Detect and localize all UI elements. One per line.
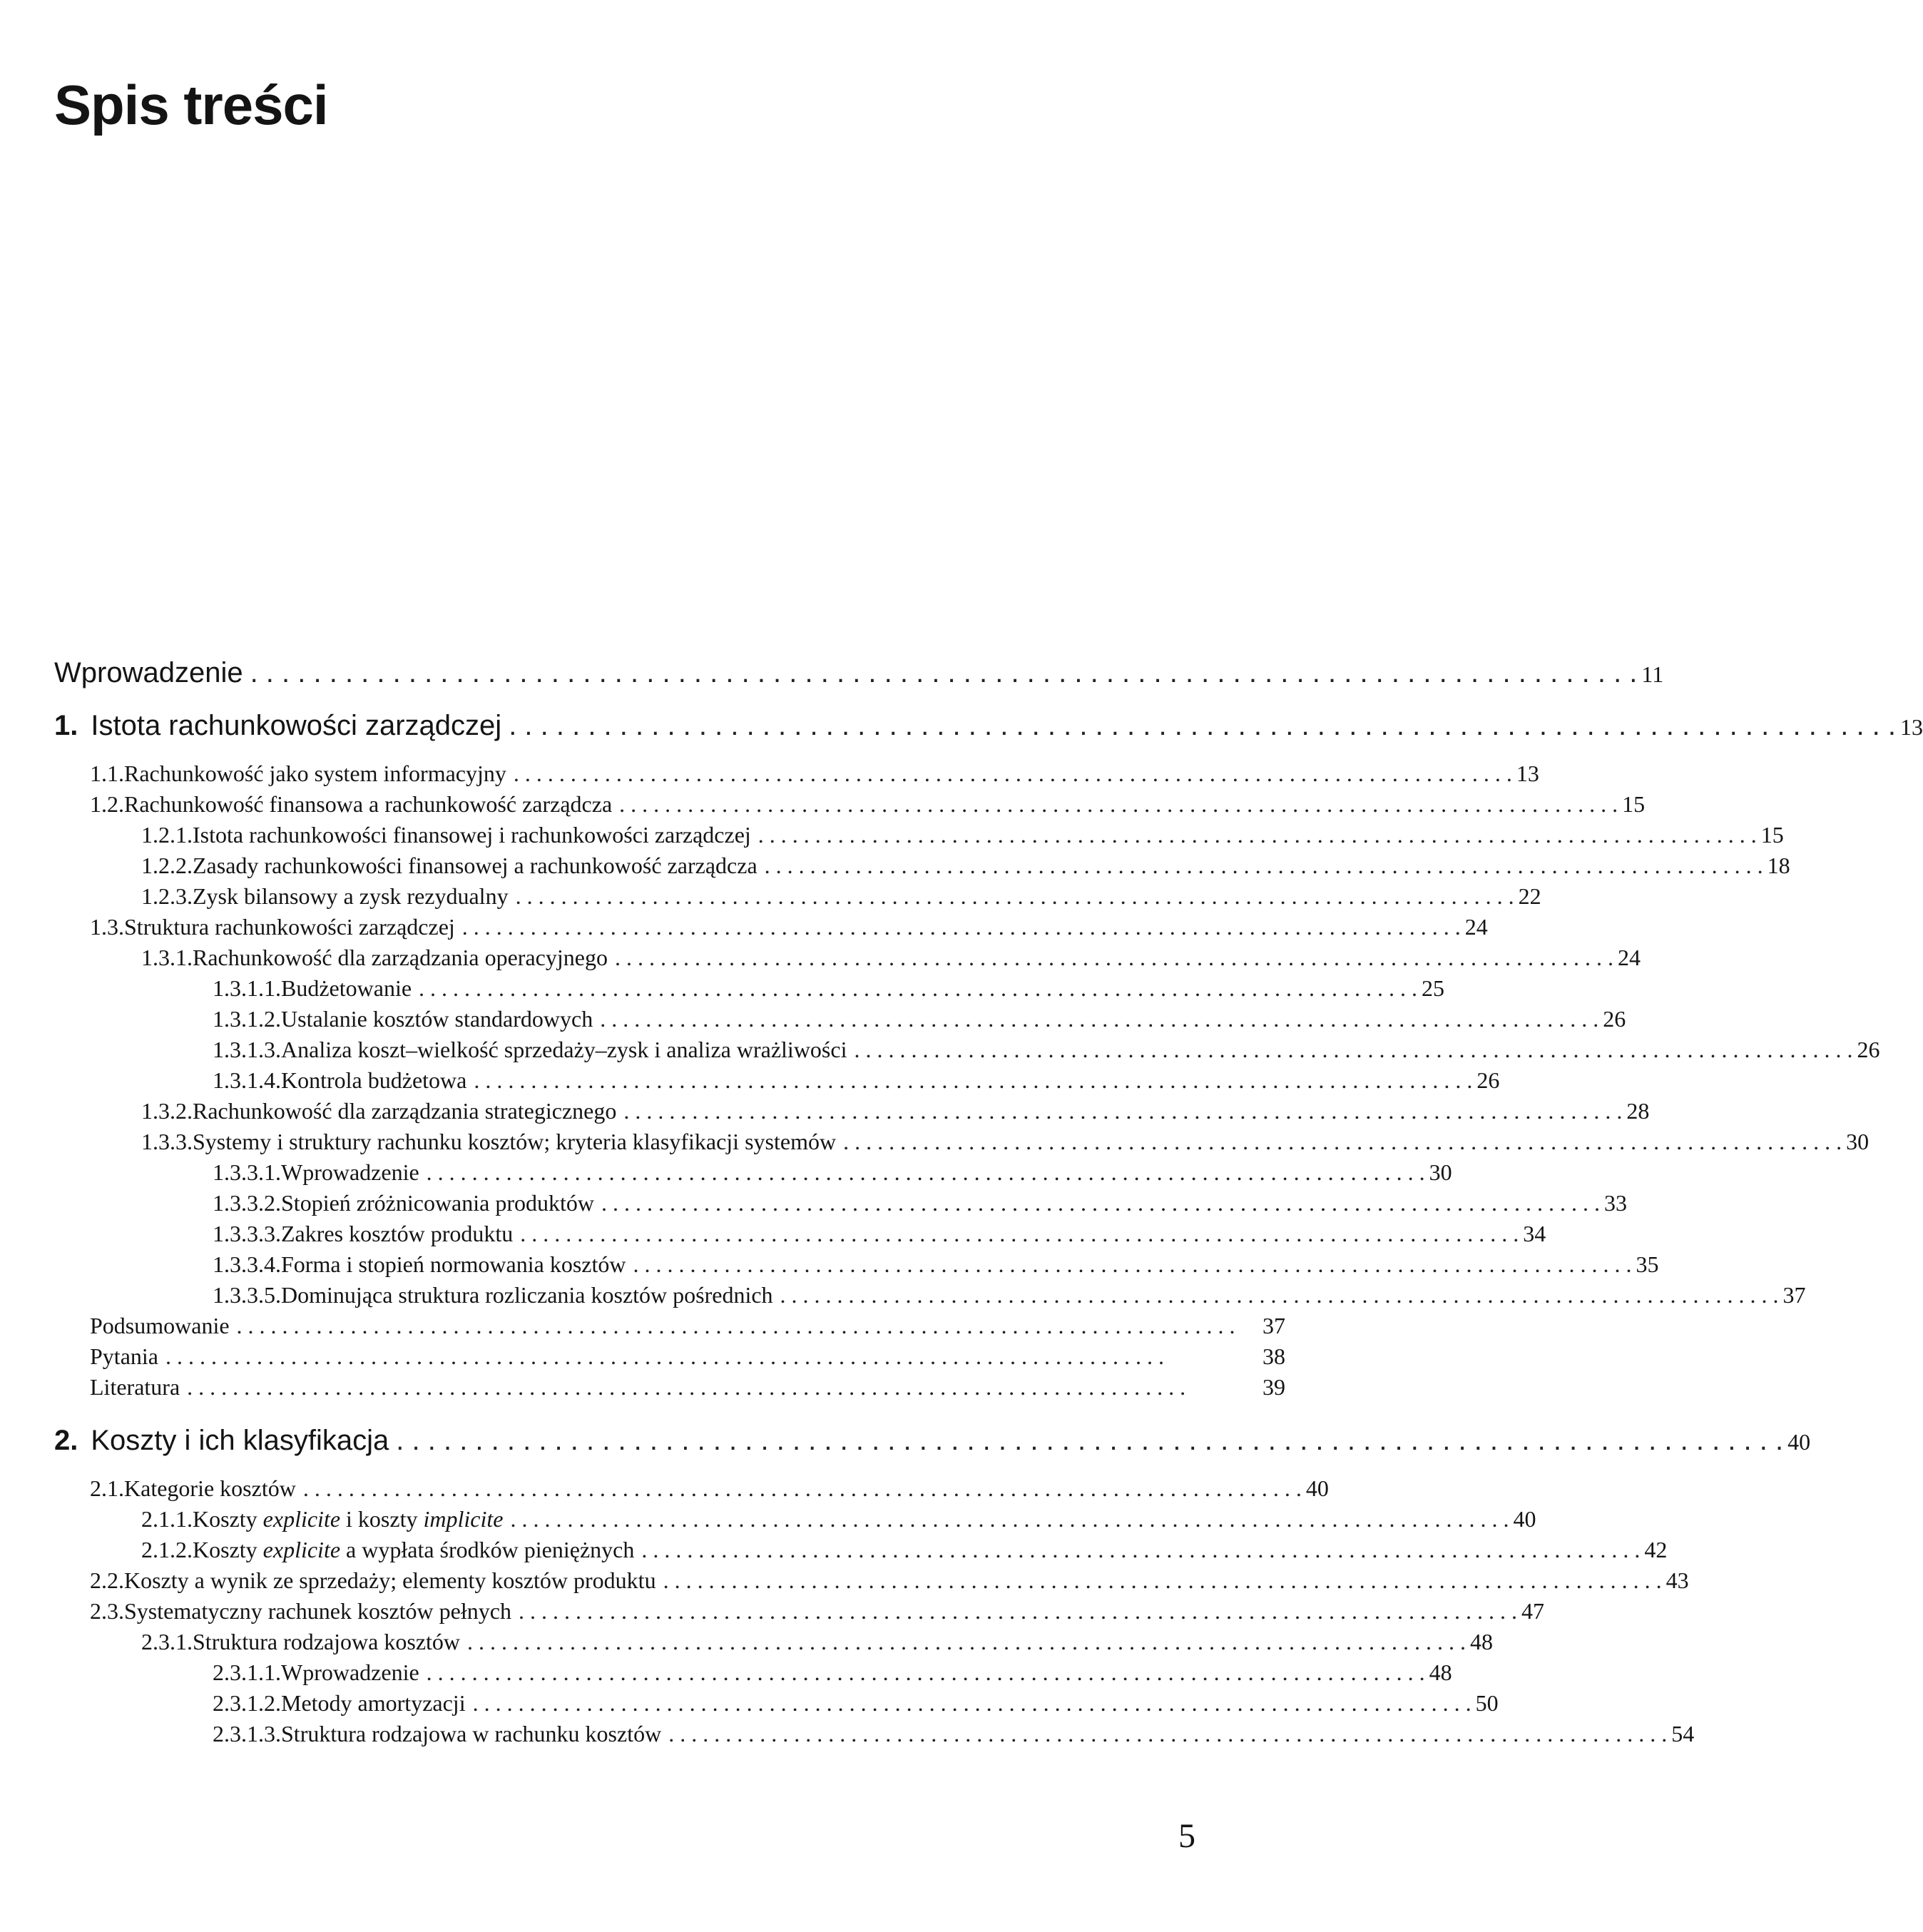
dot-leader: . . . . . . . . . . . . . . . . . . . . . . . . . . . . . . . . . . . . . . . . . . . . . . . . . . . . . . . . . . . . . . . . . . . . . . . . . . . . . . . . . . . . . . . . xyxy=(302,1475,1302,1501)
toc-entry: 1.3.1.3. Analiza koszt–wielkość sprzedaży–zysk i analiza wrażliwości . . . . . . . . . . . . . . . . . . . . . . . . . . . . . . . . . . . . . . . . . . . . . . . . . . . . . . . . . . . . . . . . . . . . . . . . . . . . . . . . . . . . . . . . 26 xyxy=(213,1037,1880,1062)
dot-leader: . . . . . . . . . . . . . . . . . . . . . . . . . . . . . . . . . . . . . . . . . . . . . . . . . . . . . . . . . . . . . . . . . . . . . . . . . . . . . . . . . . . . . . . . xyxy=(426,1159,1425,1185)
toc-entry: 1.2.1. Istota rachunkowości finansowej i rachunkowości zarządczej . . . . . . . . . . . . . . . . . . . . . . . . . . . . . . . . . . . . . . . . . . . . . . . . . . . . . . . . . . . . . . . . . . . . . . . . . . . . . . . . . . . . . . . . 15 xyxy=(141,822,1784,848)
dot-leader: . . . . . . . . . . . . . . . . . . . . . . . . . . . . . . . . . . . . . . . . . . . . . . . . . . . . . . . . . . . . . . . . . . . . . . . . . . . . . . . . . . . . . . . . xyxy=(600,1006,1599,1032)
toc-entry: 2.3.1.2. Metody amortyzacji . . . . . . . . . . . . . . . . . . . . . . . . . . . . . . . . . . . . . . . . . . . . . . . . . . . . . . . . . . . . . . . . . . . . . . . . . . . . . . . . . . . . . . . . 50 xyxy=(213,1690,1499,1716)
toc-entry: 2.3.1.1. Wprowadzenie . . . . . . . . . . . . . . . . . . . . . . . . . . . . . . . . . . . . . . . . . . . . . . . . . . . . . . . . . . . . . . . . . . . . . . . . . . . . . . . . . . . . . . . . 48 xyxy=(213,1659,1452,1685)
toc-entry: 1.3.3.2. Stopień zróżnicowania produktów . . . . . . . . . . . . . . . . . . . . . . . . . . . . . . . . . . . . . . . . . . . . . . . . . . . . . . . . . . . . . . . . . . . . . . . . . . . . . . . . . . . . . . . . 33 xyxy=(213,1190,1627,1216)
dot-leader: . . . . . . . . . . . . . . . . . . . . . . . . . . . . . . . . . . . . . . . . . . . . . . . . . . . . . . . . . . . . . . . . . . . . . . . . . . . . . . . . . . . . . . . . xyxy=(467,1629,1467,1654)
dot-leader: . . . . . . . . . . . . . . . . . . . . . . . . . . . . . . . . . . . . . . . . . . . . . . . . . . . . . . . . . . . . . . . . . . . . . . . . . . . . . . . . . . . . . . . . xyxy=(614,945,1613,970)
toc-entry: 1.3.2. Rachunkowość dla zarządzania strategicznego . . . . . . . . . . . . . . . . . . . . . . . . . . . . . . . . . . . . . . . . . . . . . . . . . . . . . . . . . . . . . . . . . . . . . . . . . . . . . . . . . . . . . . . . 28 xyxy=(141,1098,1650,1124)
dot-leader: . . . . . . . . . . . . . . . . . . . . . . . . . . . . . . . . . . . . . . . . . . . . . . . . . . . . . . . . . . . . . . . . . . . . . . . . . . . . . . . . . . . . . . . . xyxy=(668,1721,1668,1747)
dot-leader: . . . . . . . . . . . . . . . . . . . . . . . . . . . . . . . . . . . . . . . . . . . . . . . . . . . . . . . . . . . . . . . . . . . . . . . . . . . . . . . . . . . . . . . . xyxy=(474,1067,1473,1093)
toc-entry: 1.3.3.5. Dominująca struktura rozliczania kosztów pośrednich . . . . . . . . . . . . . . . . . . . . . . . . . . . . . . . . . . . . . . . . . . . . . . . . . . . . . . . . . . . . . . . . . . . . . . . . . . . . . . . . . . . . . . . . 37 xyxy=(213,1282,1806,1308)
dot-leader: . . . . . . . . . . . . . . . . . . . . . . . . . . . . . . . . . . . . . . . . . . . . . . . . . . . . . . . . . . . . . . . . . . . . . . . . . . . . . . . . . . . . . . . . xyxy=(780,1282,1779,1308)
entry-page: 40 xyxy=(1787,1429,1811,1455)
toc-entry: 2.1.2. Koszty explicite a wypłata środków pieniężnych . . . . . . . . . . . . . . . . . . . . . . . . . . . . . . . . . . . . . . . . . . . . . . . . . . . . . . . . . . . . . . . . . . . . . . . . . . . . . . . . . . . . . . . . 42 xyxy=(141,1537,1668,1562)
toc-entry: 1.3.1. Rachunkowość dla zarządzania operacyjnego . . . . . . . . . . . . . . . . . . . . . . . . . . . . . . . . . . . . . . . . . . . . . . . . . . . . . . . . . . . . . . . . . . . . . . . . . . . . . . . . . . . . . . . . 24 xyxy=(141,945,1641,970)
page-title: Spis treści xyxy=(54,73,328,136)
entry-page: 11 xyxy=(1641,661,1664,687)
toc-entry: 2.1.1. Koszty explicite i koszty implicite . . . . . . . . . . . . . . . . . . . . . . . . . . . . . . . . . . . . . . . . . . . . . . . . . . . . . . . . . . . . . . . . . . . . . . . . . . . . . . . . . . . . . . . . 40 xyxy=(141,1506,1536,1532)
dot-leader: . . . . . . . . . . . . . . . . . . . . . . . . . . . . . . . . . . . . . . . . . . . . . . . . . . . . . . . . . . . . . . . . . . . . . . . . . . . . . . . . . . . . . . . . xyxy=(236,1313,1235,1338)
toc-entry: 1.2.3. Zysk bilansowy a zysk rezydualny . . . . . . . . . . . . . . . . . . . . . . . . . . . . . . . . . . . . . . . . . . . . . . . . . . . . . . . . . . . . . . . . . . . . . . . . . . . . . . . . . . . . . . . . 22 xyxy=(141,883,1541,909)
toc-entry: Podsumowanie . . . . . . . . . . . . . . . . . . . . . . . . . . . . . . . . . . . . . . . . . . . . . . . . . . . . . . . . . . . . . . . . . . . . . . . . . . . . . . . . . . . . . . . . 37 xyxy=(90,1313,1285,1338)
entry-page: 13 xyxy=(1900,714,1923,740)
dot-leader: . . . . . . . . . . . . . . . . . . . . . . . . . . . . . . . . . . . . . . . . . . . . . . . . . . . . . . . . . . . . . . . . . . . . . . . . . . . . . . . . . . . . . . . . xyxy=(601,1190,1600,1216)
dot-leader: . . . . . . . . . . . . . . . . . . . . . . . . . . . . . . . . . . . . . . . . . . . . . . . . . . . . . . . . . . . . . . . . . . . . . . . . . . . . . . . . . . . . . . . . xyxy=(419,975,1418,1001)
page-number: 5 xyxy=(1178,1817,1195,1855)
dot-leader: . . . . . . . . . . . . . . . . . . . . . . . . . . . . . . . . . . . . . . . . . . . . . . . . . . . . . . . . . . . . . . . . . . . . . . . . . . . . . . . . . . . . . . . . xyxy=(509,710,1897,741)
dot-leader: . . . . . . . . . . . . . . . . . . . . . . . . . . . . . . . . . . . . . . . . . . . . . . . . . . . . . . . . . . . . . . . . . . . . . . . . . . . . . . . . . . . . . . . . xyxy=(623,1098,1623,1124)
toc-entry: 2.1. Kategorie kosztów . . . . . . . . . . . . . . . . . . . . . . . . . . . . . . . . . . . . . . . . . . . . . . . . . . . . . . . . . . . . . . . . . . . . . . . . . . . . . . . . . . . . . . . . 40 xyxy=(90,1475,1329,1501)
toc-entry: 1.3.3.3. Zakres kosztów produktu . . . . . . . . . . . . . . . . . . . . . . . . . . . . . . . . . . . . . . . . . . . . . . . . . . . . . . . . . . . . . . . . . . . . . . . . . . . . . . . . . . . . . . . . 34 xyxy=(213,1221,1546,1246)
entry-title: Koszty i ich klasyfikacja xyxy=(91,1425,389,1456)
toc-entry: 1.2. Rachunkowość finansowa a rachunkowość zarządcza . . . . . . . . . . . . . . . . . . . . . . . . . . . . . . . . . . . . . . . . . . . . . . . . . . . . . . . . . . . . . . . . . . . . . . . . . . . . . . . . . . . . . . . . 15 xyxy=(90,791,1646,817)
dot-leader: . . . . . . . . . . . . . . . . . . . . . . . . . . . . . . . . . . . . . . . . . . . . . . . . . . . . . . . . . . . . . . . . . . . . . . . . . . . . . . . . . . . . . . . . xyxy=(426,1659,1425,1685)
dot-leader: . . . . . . . . . . . . . . . . . . . . . . . . . . . . . . . . . . . . . . . . . . . . . . . . . . . . . . . . . . . . . . . . . . . . . . . . . . . . . . . . . . . . . . . . xyxy=(515,883,1514,909)
dot-leader: . . . . . . . . . . . . . . . . . . . . . . . . . . . . . . . . . . . . . . . . . . . . . . . . . . . . . . . . . . . . . . . . . . . . . . . . . . . . . . . . . . . . . . . . xyxy=(663,1567,1662,1593)
dot-leader: . . . . . . . . . . . . . . . . . . . . . . . . . . . . . . . . . . . . . . . . . . . . . . . . . . . . . . . . . . . . . . . . . . . . . . . . . . . . . . . . . . . . . . . . xyxy=(633,1251,1632,1277)
toc-entry: 1.3.1.2. Ustalanie kosztów standardowych . . . . . . . . . . . . . . . . . . . . . . . . . . . . . . . . . . . . . . . . . . . . . . . . . . . . . . . . . . . . . . . . . . . . . . . . . . . . . . . . . . . . . . . . 26 xyxy=(213,1006,1626,1032)
dot-leader: . . . . . . . . . . . . . . . . . . . . . . . . . . . . . . . . . . . . . . . . . . . . . . . . . . . . . . . . . . . . . . . . . . . . . . . . . . . . . . . . . . . . . . . . xyxy=(165,1343,1164,1369)
dot-leader: . . . . . . . . . . . . . . . . . . . . . . . . . . . . . . . . . . . . . . . . . . . . . . . . . . . . . . . . . . . . . . . . . . . . . . . . . . . . . . . . . . . . . . . . xyxy=(518,1598,1517,1624)
dot-leader: . . . . . . . . . . . . . . . . . . . . . . . . . . . . . . . . . . . . . . . . . . . . . . . . . . . . . . . . . . . . . . . . . . . . . . . . . . . . . . . . . . . . . . . . xyxy=(619,791,1618,817)
dot-leader: . . . . . . . . . . . . . . . . . . . . . . . . . . . . . . . . . . . . . . . . . . . . . . . . . . . . . . . . . . . . . . . . . . . . . . . . . . . . . . . . . . . . . . . . xyxy=(187,1374,1186,1400)
entry-title: Wprowadzenie xyxy=(54,657,243,688)
toc-entry: 1.3.3.1. Wprowadzenie . . . . . . . . . . . . . . . . . . . . . . . . . . . . . . . . . . . . . . . . . . . . . . . . . . . . . . . . . . . . . . . . . . . . . . . . . . . . . . . . . . . . . . . . 30 xyxy=(213,1159,1452,1185)
toc-entry: 1.1. Rachunkowość jako system informacyjny . . . . . . . . . . . . . . . . . . . . . . . . . . . . . . . . . . . . . . . . . . . . . . . . . . . . . . . . . . . . . . . . . . . . . . . . . . . . . . . . . . . . . . . . 13 xyxy=(90,761,1539,786)
toc-entry-introduction xyxy=(0,656,1664,691)
toc-entry: 2.3.1.3. Struktura rodzajowa w rachunku kosztów . . . . . . . . . . . . . . . . . . . . . . . . . . . . . . . . . . . . . . . . . . . . . . . . . . . . . . . . . . . . . . . . . . . . . . . . . . . . . . . . . . . . . . . . 54 xyxy=(213,1721,1695,1747)
dot-leader: . . . . . . . . . . . . . . . . . . . . . . . . . . . . . . . . . . . . . . . . . . . . . . . . . . . . . . . . . . . . . . . . . . . . . . . . . . . . . . . . . . . . . . . . xyxy=(764,853,1763,878)
toc-entry: 2.2. Koszty a wynik ze sprzedaży; elementy kosztów produktu . . . . . . . . . . . . . . . . . . . . . . . . . . . . . . . . . . . . . . . . . . . . . . . . . . . . . . . . . . . . . . . . . . . . . . . . . . . . . . . . . . . . . . . . 43 xyxy=(90,1567,1689,1593)
dot-leader: . . . . . . . . . . . . . . . . . . . . . . . . . . . . . . . . . . . . . . . . . . . . . . . . . . . . . . . . . . . . . . . . . . . . . . . . . . . . . . . . . . . . . . . . xyxy=(472,1690,1471,1716)
dot-leader: . . . . . . . . . . . . . . . . . . . . . . . . . . . . . . . . . . . . . . . . . . . . . . . . . . . . . . . . . . . . . . . . . . . . . . . . . . . . . . . . . . . . . . . . xyxy=(396,1425,1784,1456)
dot-leader: . . . . . . . . . . . . . . . . . . . . . . . . . . . . . . . . . . . . . . . . . . . . . . . . . . . . . . . . . . . . . . . . . . . . . . . . . . . . . . . . . . . . . . . . xyxy=(250,657,1638,688)
dot-leader: . . . . . . . . . . . . . . . . . . . . . . . . . . . . . . . . . . . . . . . . . . . . . . . . . . . . . . . . . . . . . . . . . . . . . . . . . . . . . . . . . . . . . . . . xyxy=(843,1129,1842,1154)
entry-number: 2. xyxy=(54,1425,78,1456)
dot-leader: . . . . . . . . . . . . . . . . . . . . . . . . . . . . . . . . . . . . . . . . . . . . . . . . . . . . . . . . . . . . . . . . . . . . . . . . . . . . . . . . . . . . . . . . xyxy=(510,1506,1509,1532)
dot-leader: . . . . . . . . . . . . . . . . . . . . . . . . . . . . . . . . . . . . . . . . . . . . . . . . . . . . . . . . . . . . . . . . . . . . . . . . . . . . . . . . . . . . . . . . xyxy=(641,1537,1641,1562)
toc-entry: 1.3.3.4. Forma i stopień normowania kosztów . . . . . . . . . . . . . . . . . . . . . . . . . . . . . . . . . . . . . . . . . . . . . . . . . . . . . . . . . . . . . . . . . . . . . . . . . . . . . . . . . . . . . . . . 35 xyxy=(213,1251,1659,1277)
dot-leader: . . . . . . . . . . . . . . . . . . . . . . . . . . . . . . . . . . . . . . . . . . . . . . . . . . . . . . . . . . . . . . . . . . . . . . . . . . . . . . . . . . . . . . . . xyxy=(854,1037,1853,1062)
dot-leader: . . . . . . . . . . . . . . . . . . . . . . . . . . . . . . . . . . . . . . . . . . . . . . . . . . . . . . . . . . . . . . . . . . . . . . . . . . . . . . . . . . . . . . . . xyxy=(461,914,1461,940)
toc-entry: Pytania . . . . . . . . . . . . . . . . . . . . . . . . . . . . . . . . . . . . . . . . . . . . . . . . . . . . . . . . . . . . . . . . . . . . . . . . . . . . . . . . . . . . . . . . 38 xyxy=(90,1343,1285,1369)
toc-chapter-2 xyxy=(0,1424,1811,1458)
dot-leader: . . . . . . . . . . . . . . . . . . . . . . . . . . . . . . . . . . . . . . . . . . . . . . . . . . . . . . . . . . . . . . . . . . . . . . . . . . . . . . . . . . . . . . . . xyxy=(513,761,1512,786)
dot-leader: . . . . . . . . . . . . . . . . . . . . . . . . . . . . . . . . . . . . . . . . . . . . . . . . . . . . . . . . . . . . . . . . . . . . . . . . . . . . . . . . . . . . . . . . xyxy=(758,822,1757,848)
toc-entry: 2.3.1. Struktura rodzajowa kosztów . . . . . . . . . . . . . . . . . . . . . . . . . . . . . . . . . . . . . . . . . . . . . . . . . . . . . . . . . . . . . . . . . . . . . . . . . . . . . . . . . . . . . . . . 48 xyxy=(141,1629,1494,1654)
toc-entry: 1.3.1.4. Kontrola budżetowa . . . . . . . . . . . . . . . . . . . . . . . . . . . . . . . . . . . . . . . . . . . . . . . . . . . . . . . . . . . . . . . . . . . . . . . . . . . . . . . . . . . . . . . . 26 xyxy=(213,1067,1500,1093)
toc-entry: 1.3.3. Systemy i struktury rachunku kosztów; kryteria klasyfikacji systemów . . . . . . . . . . . . . . . . . . . . . . . . . . . . . . . . . . . . . . . . . . . . . . . . . . . . . . . . . . . . . . . . . . . . . . . . . . . . . . . . . . . . . . . . 30 xyxy=(141,1129,1870,1154)
toc-entry: 1.2.2. Zasady rachunkowości finansowej a rachunkowość zarządcza . . . . . . . . . . . . . . . . . . . . . . . . . . . . . . . . . . . . . . . . . . . . . . . . . . . . . . . . . . . . . . . . . . . . . . . . . . . . . . . . . . . . . . . . 18 xyxy=(141,853,1790,878)
toc-entry: 1.3.1.1. Budżetowanie . . . . . . . . . . . . . . . . . . . . . . . . . . . . . . . . . . . . . . . . . . . . . . . . . . . . . . . . . . . . . . . . . . . . . . . . . . . . . . . . . . . . . . . . 25 xyxy=(213,975,1445,1001)
toc-entry: 1.3. Struktura rachunkowości zarządczej . . . . . . . . . . . . . . . . . . . . . . . . . . . . . . . . . . . . . . . . . . . . . . . . . . . . . . . . . . . . . . . . . . . . . . . . . . . . . . . . . . . . . . . . 24 xyxy=(90,914,1488,940)
dot-leader: . . . . . . . . . . . . . . . . . . . . . . . . . . . . . . . . . . . . . . . . . . . . . . . . . . . . . . . . . . . . . . . . . . . . . . . . . . . . . . . . . . . . . . . . xyxy=(520,1221,1519,1246)
toc-chapter-1 xyxy=(0,709,1923,743)
toc-entry: 2.3. Systematyczny rachunek kosztów pełnych . . . . . . . . . . . . . . . . . . . . . . . . . . . . . . . . . . . . . . . . . . . . . . . . . . . . . . . . . . . . . . . . . . . . . . . . . . . . . . . . . . . . . . . . 47 xyxy=(90,1598,1544,1624)
entry-title: Istota rachunkowości zarządczej xyxy=(91,710,502,741)
entry-number: 1. xyxy=(54,710,78,741)
toc-entry: Literatura . . . . . . . . . . . . . . . . . . . . . . . . . . . . . . . . . . . . . . . . . . . . . . . . . . . . . . . . . . . . . . . . . . . . . . . . . . . . . . . . . . . . . . . . 39 xyxy=(90,1374,1285,1400)
